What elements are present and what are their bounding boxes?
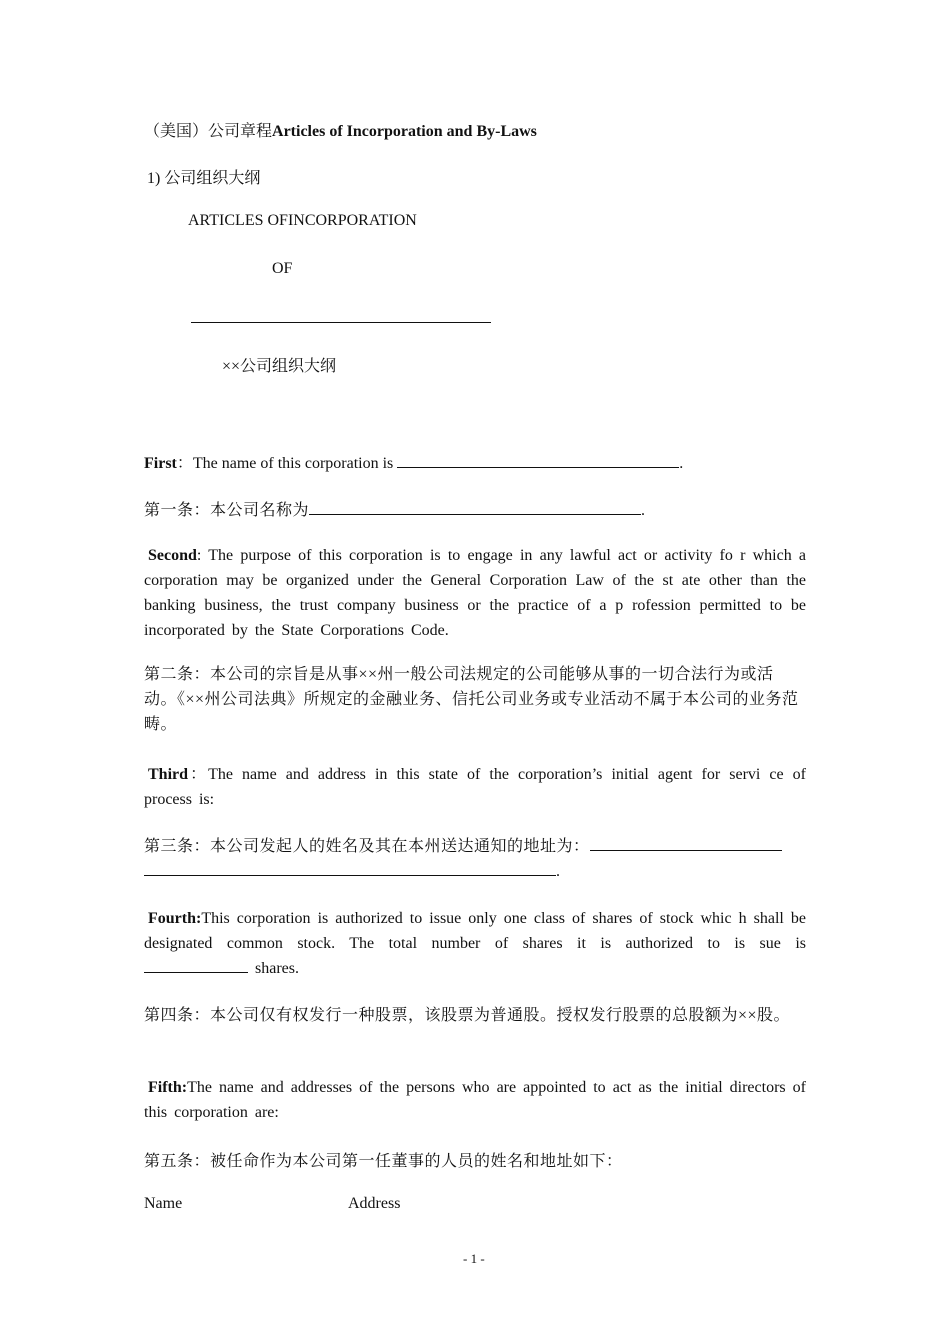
- section-heading: 1) 公司组织大纲: [147, 170, 261, 187]
- article-second: [144, 543, 806, 643]
- article-first: First：The name of this corporation is .: [144, 455, 684, 472]
- document-title: [144, 118, 537, 141]
- agent-blank-2: [144, 861, 556, 876]
- article-first-zh: 第一条：本公司名称为 .: [144, 502, 646, 519]
- article-fifth-label: Fifth:: [148, 1079, 188, 1096]
- article-fifth-text: The name and addresses of the persons who are appointed to act as the initial directors of this corporation are:: [144, 1079, 806, 1121]
- of-heading: OF: [272, 260, 293, 277]
- article-fifth: [144, 1075, 806, 1125]
- article-third-zh: 第三条：本公司发起人的姓名及其在本州送达通知的地址为： .: [144, 834, 806, 884]
- article-fifth-zh: 第五条：被任命作为本公司第一任董事的人员的姓名和地址如下：: [144, 1153, 623, 1170]
- article-first-label: First: [144, 455, 177, 472]
- title-zh: （美国）公司章程: [144, 123, 273, 140]
- article-fourth: Fourth:This corporation is authorized to issue only one class of shares of stock whic h shall be designated common stock. The total number of shares it is authorized to is sue is shares.: [144, 910, 806, 977]
- article-third: [144, 762, 806, 812]
- article-fourth-zh: 第四条：本公司仅有权发行一种股票，该股票为普通股。授权发行股票的总股额为××股。: [144, 1007, 791, 1024]
- article-second-label: Second: [148, 547, 197, 564]
- name-blank: [397, 453, 679, 468]
- article-first-text: ：The name of this corporation is: [176, 455, 394, 472]
- agent-blank-1: [590, 836, 782, 851]
- name-blank-zh: [309, 500, 641, 515]
- article-second-text: : The purpose of this corporation is to engage in any lawful act or activity fo r which a corporation may be organized under the General Corporation Law of the st ate other than the banking business, the trust company business or the practice of a p rofession permitted to be incorporated by the State Corporations Code.: [144, 547, 806, 639]
- article-third-label: Third: [148, 766, 189, 783]
- shares-blank: [144, 958, 248, 973]
- title-en: Articles of Incorporation and By-Laws: [272, 123, 537, 140]
- column-address: Address: [348, 1195, 401, 1212]
- articles-heading: ARTICLES OFINCORPORATION: [188, 212, 417, 229]
- company-name-line: [191, 322, 491, 323]
- article-third-text: ：The name and address in this state of the corporation’s initial agent for servi ce of process is:: [144, 766, 806, 808]
- article-second-zh: 第二条：本公司的宗旨是从事××州一般公司法规定的公司能够从事的一切合法行为或活动。《××州公司法典》所规定的金融业务、信托公司业务或专业活动不属于本公司的业务范畴。: [144, 666, 799, 733]
- article-fourth-label: Fourth:: [148, 910, 202, 927]
- column-name: Name: [144, 1195, 183, 1212]
- page-number: - 1 -: [463, 1251, 485, 1266]
- articles-heading-zh: ××公司组织大纲: [222, 358, 337, 375]
